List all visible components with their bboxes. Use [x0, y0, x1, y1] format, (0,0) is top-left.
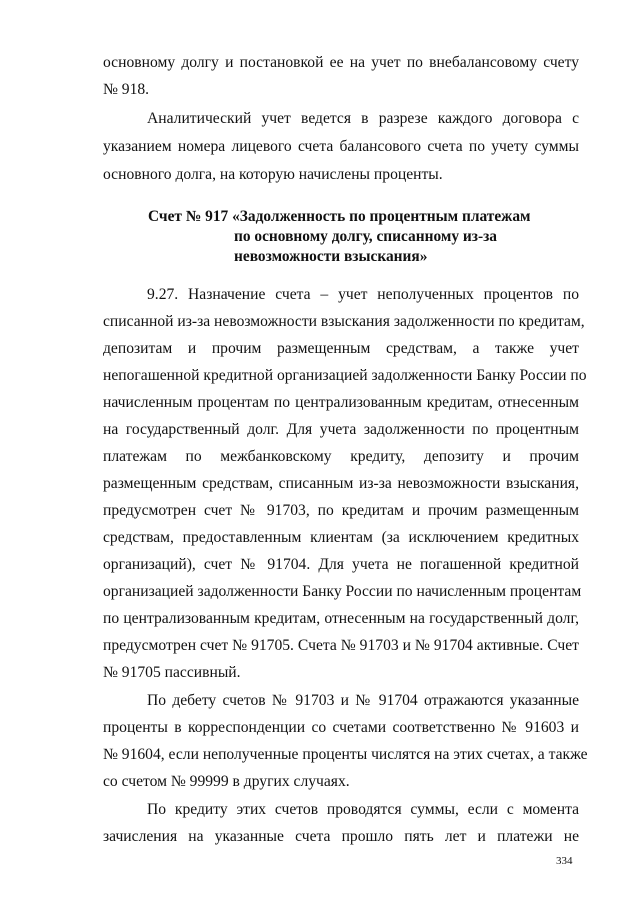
text-line: указанием номера лицевого счета балансового счета по учету суммы: [103, 138, 579, 155]
section-heading: по основному долгу, списанному из-за: [234, 228, 497, 245]
text-line: По дебету счетов № 91703 и № 91704 отражаются указанные: [147, 692, 579, 709]
text-line: зачисления на указанные счета прошло пять лет и платежи не: [103, 828, 579, 845]
text-line: по централизованным кредитам, отнесенным на государственный долг,: [103, 610, 579, 627]
text-line: По кредиту этих счетов проводятся суммы, если с момента: [147, 801, 579, 818]
text-line: платежам по межбанковскому кредиту, депозиту и прочим: [103, 448, 579, 465]
text-line: депозитам и прочим размещенным средствам, а также учет: [103, 340, 579, 357]
text-line: № 91604, если неполученные проценты числятся на этих счетах, а также: [103, 746, 588, 763]
text-line: проценты в корреспонденции со счетами соответственно № 91603 и: [103, 719, 579, 736]
text-line: Аналитический учет ведется в разрезе каждого договора с: [147, 110, 579, 127]
text-line: непогашенной кредитной организацией задолженности Банку России по: [103, 367, 587, 384]
text-line: основного долга, на которую начислены проценты.: [103, 166, 443, 183]
text-line: списанной из-за невозможности взыскания задолженности по кредитам,: [103, 313, 585, 330]
text-line: со счетом № 99999 в других случаях.: [103, 773, 350, 790]
section-heading: Счет № 917 «Задолженность по процентным платежам: [148, 208, 531, 225]
text-line: начисленным процентам по централизованным кредитам, отнесенным: [103, 394, 579, 411]
text-line: организацией задолженности Банку России по начисленным процентам: [103, 583, 582, 600]
text-line: 9.27. Назначение счета – учет неполученных процентов по: [147, 286, 579, 303]
text-line: № 91705 пассивный.: [103, 664, 241, 681]
text-line: основному долгу и постановкой ее на учет по внебалансовому счету: [103, 54, 579, 71]
text-line: средствам, предоставленным клиентам (за исключением кредитных: [103, 529, 579, 546]
text-line: предусмотрен счет № 91705. Счета № 91703 и № 91704 активные. Счет: [103, 637, 579, 654]
section-heading: невозможности взыскания»: [234, 248, 428, 265]
text-line: организаций), счет № 91704. Для учета не погашенной кредитной: [103, 556, 579, 573]
page-number: 334: [556, 855, 573, 867]
text-line: предусмотрен счет № 91703, по кредитам и прочим размещенным: [103, 502, 579, 519]
text-line: № 918.: [103, 81, 150, 98]
text-line: на государственный долг. Для учета задолженности по процентным: [103, 421, 579, 438]
text-line: размещенным средствам, списанным из-за невозможности взыскания,: [103, 475, 579, 492]
